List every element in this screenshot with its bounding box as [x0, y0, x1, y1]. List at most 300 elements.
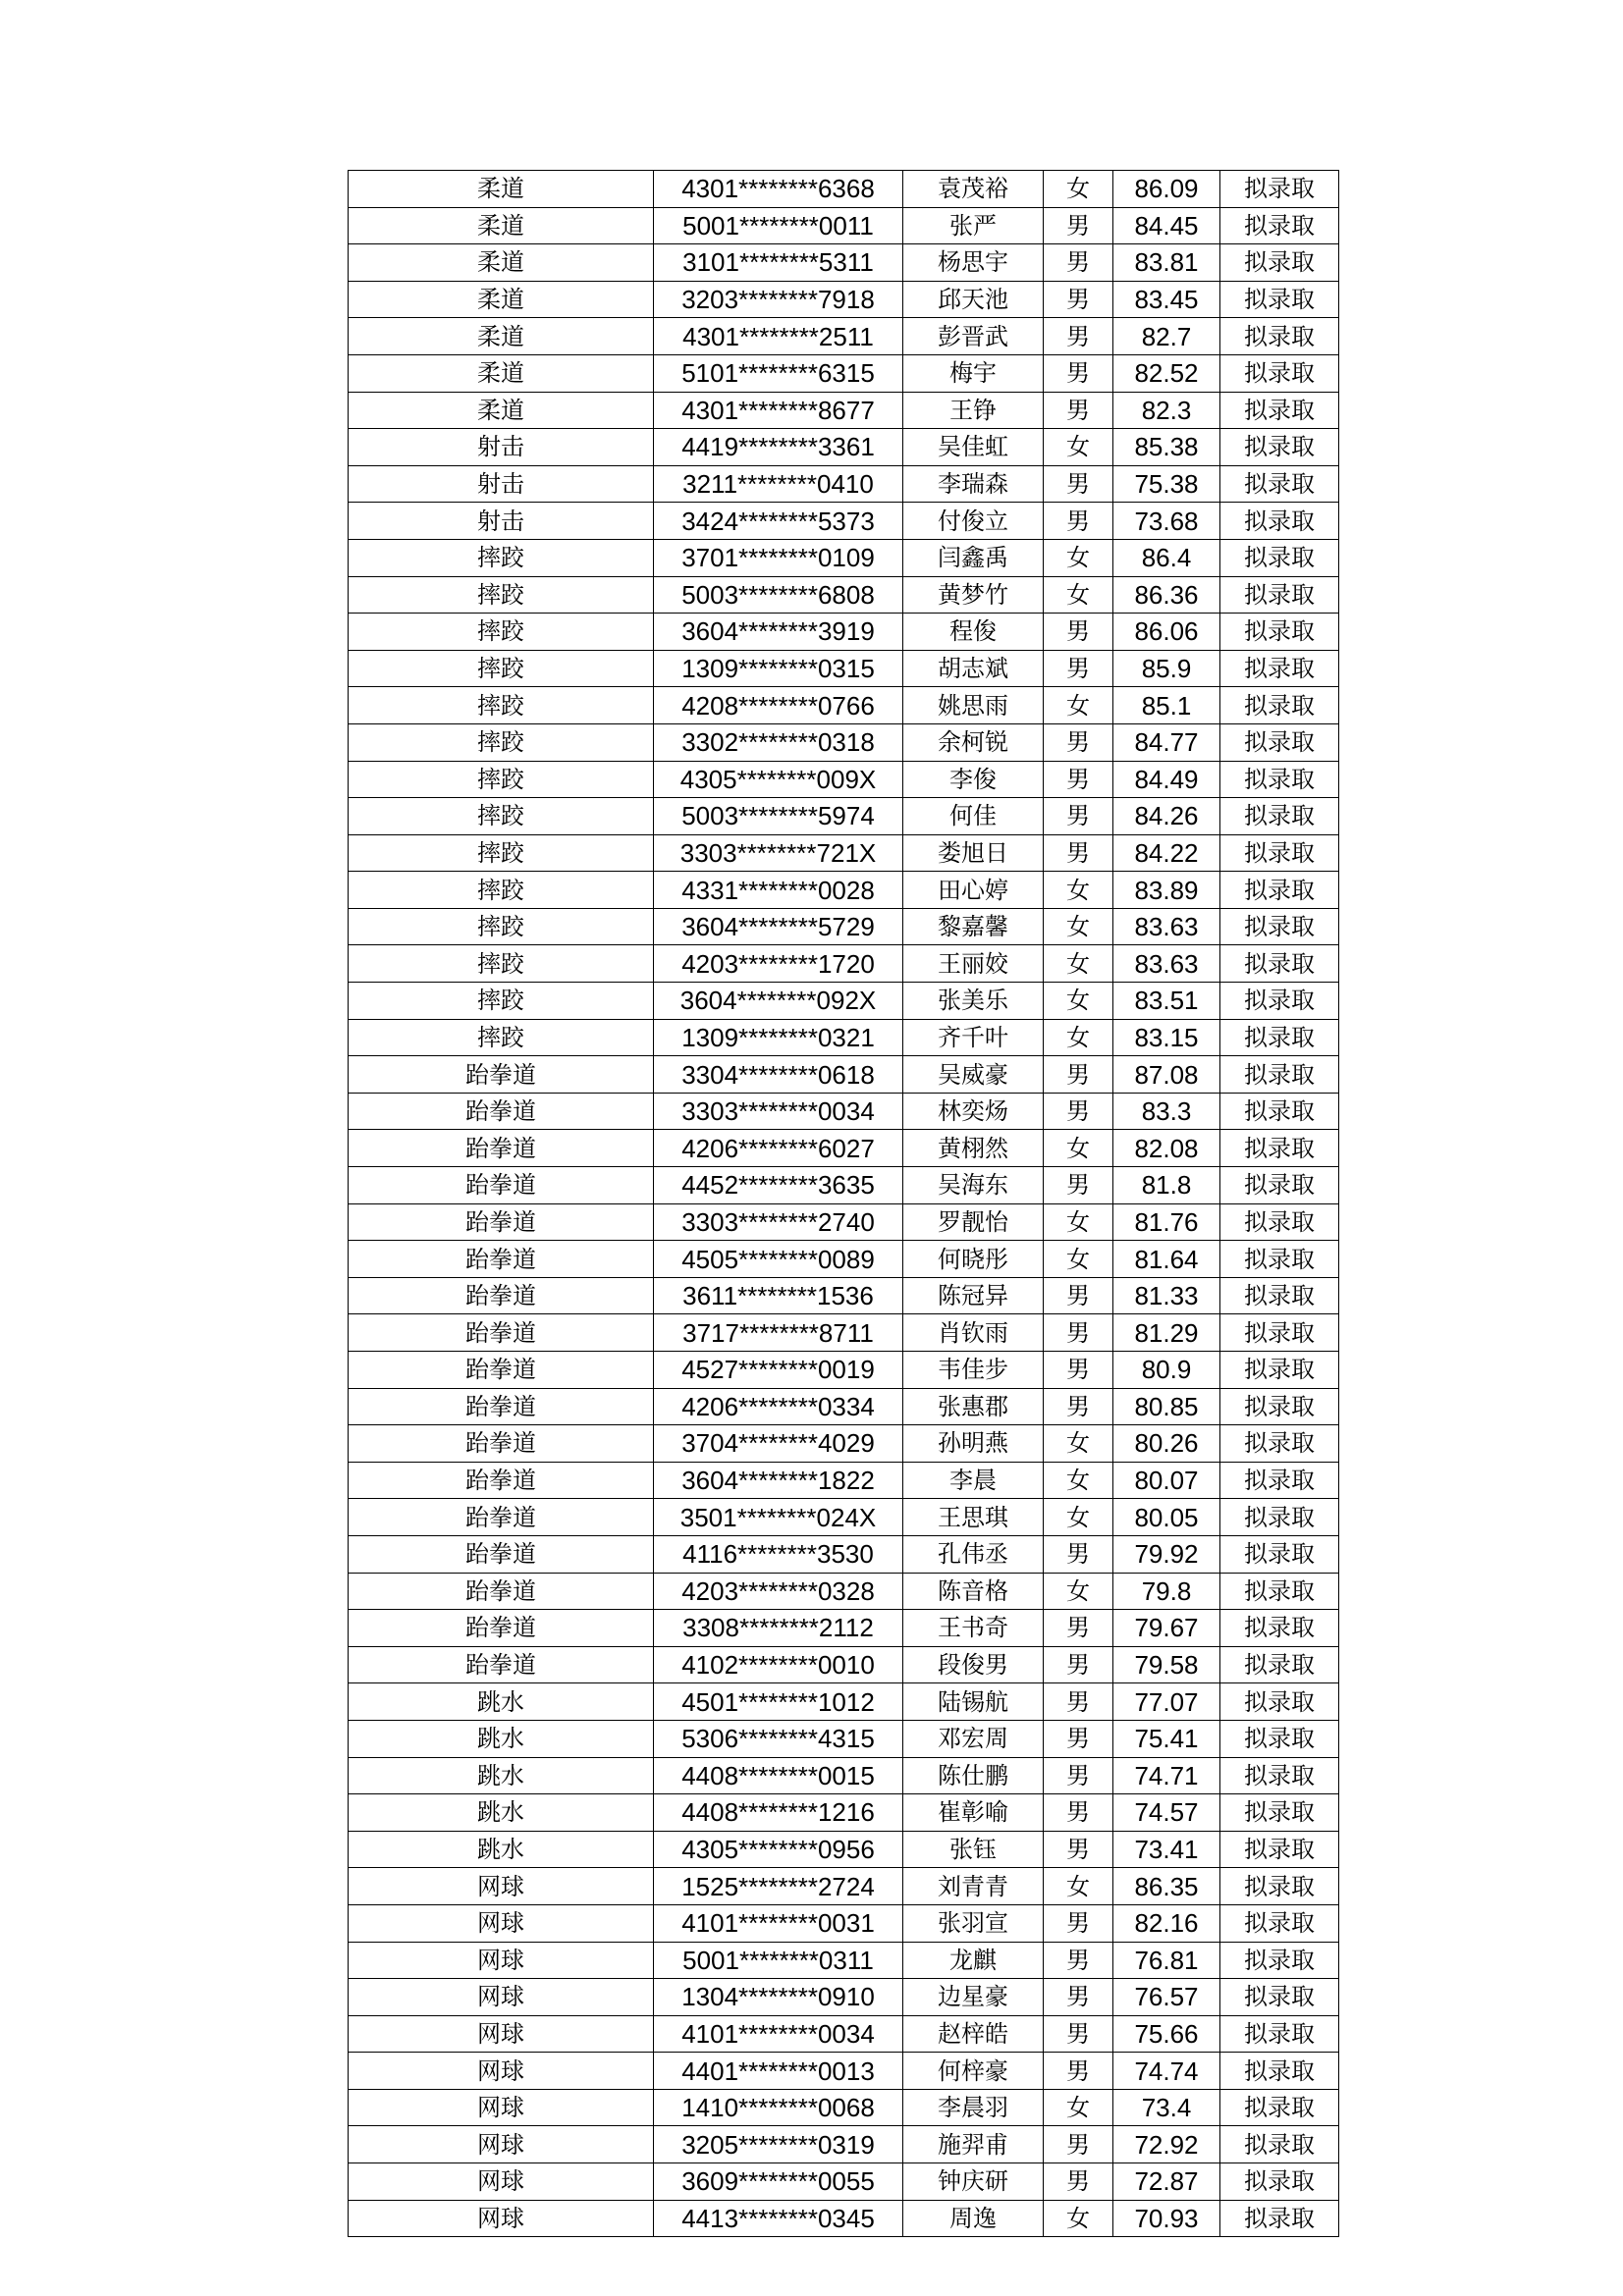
gender-cell: 男 — [1044, 354, 1113, 392]
sport-cell: 摔跤 — [349, 1019, 654, 1056]
name-cell: 陈仕鹏 — [903, 1757, 1044, 1794]
id-number-cell: 4452********3635 — [654, 1167, 903, 1204]
sport-cell: 柔道 — [349, 318, 654, 355]
score-cell: 80.85 — [1113, 1388, 1220, 1425]
score-cell: 81.64 — [1113, 1241, 1220, 1278]
sport-cell: 跳水 — [349, 1720, 654, 1757]
sport-cell: 网球 — [349, 2053, 654, 2090]
sport-cell: 摔跤 — [349, 983, 654, 1020]
sport-cell: 摔跤 — [349, 834, 654, 872]
gender-cell: 男 — [1044, 1093, 1113, 1130]
id-number-cell: 3604********1822 — [654, 1462, 903, 1499]
gender-cell: 男 — [1044, 244, 1113, 282]
gender-cell: 男 — [1044, 1646, 1113, 1683]
id-number-cell: 4102********0010 — [654, 1646, 903, 1683]
id-number-cell: 3424********5373 — [654, 503, 903, 540]
name-cell: 娄旭日 — [903, 834, 1044, 872]
id-number-cell: 1309********0315 — [654, 650, 903, 687]
score-cell: 79.58 — [1113, 1646, 1220, 1683]
score-cell: 87.08 — [1113, 1056, 1220, 1094]
name-cell: 王思琪 — [903, 1499, 1044, 1536]
sport-cell: 射击 — [349, 503, 654, 540]
table-row — [349, 650, 1339, 687]
table-row — [349, 2163, 1339, 2201]
score-cell: 81.29 — [1113, 1314, 1220, 1352]
name-cell: 黄栩然 — [903, 1130, 1044, 1167]
status-cell: 拟录取 — [1220, 392, 1339, 429]
table-row — [349, 1425, 1339, 1463]
id-number-cell: 3704********4029 — [654, 1425, 903, 1463]
name-cell: 何晓彤 — [903, 1241, 1044, 1278]
gender-cell: 女 — [1044, 1499, 1113, 1536]
table-row — [349, 1573, 1339, 1610]
table-row — [349, 318, 1339, 355]
gender-cell: 女 — [1044, 171, 1113, 208]
score-cell: 72.92 — [1113, 2126, 1220, 2163]
score-cell: 86.06 — [1113, 614, 1220, 651]
score-cell: 86.36 — [1113, 576, 1220, 614]
gender-cell: 女 — [1044, 1462, 1113, 1499]
id-number-cell: 1410********0068 — [654, 2089, 903, 2126]
sport-cell: 跆拳道 — [349, 1056, 654, 1094]
name-cell: 黎嘉馨 — [903, 908, 1044, 945]
gender-cell: 男 — [1044, 1277, 1113, 1314]
name-cell: 张严 — [903, 207, 1044, 244]
score-cell: 76.57 — [1113, 1979, 1220, 2016]
table-row — [349, 1203, 1339, 1241]
id-number-cell: 5001********0311 — [654, 1942, 903, 1979]
score-cell: 72.87 — [1113, 2163, 1220, 2201]
id-number-cell: 4101********0034 — [654, 2015, 903, 2053]
id-number-cell: 4408********0015 — [654, 1757, 903, 1794]
name-cell: 崔彰喻 — [903, 1794, 1044, 1832]
status-cell: 拟录取 — [1220, 1499, 1339, 1536]
name-cell: 程俊 — [903, 614, 1044, 651]
name-cell: 闫鑫禹 — [903, 539, 1044, 576]
score-cell: 84.45 — [1113, 207, 1220, 244]
sport-cell: 跆拳道 — [349, 1499, 654, 1536]
name-cell: 余柯锐 — [903, 723, 1044, 761]
gender-cell: 男 — [1044, 1942, 1113, 1979]
id-number-cell: 3303********0034 — [654, 1093, 903, 1130]
sport-cell: 跳水 — [349, 1794, 654, 1832]
table-row — [349, 723, 1339, 761]
table-row — [349, 1352, 1339, 1389]
table-row — [349, 1720, 1339, 1757]
sport-cell: 射击 — [349, 465, 654, 503]
score-cell: 82.16 — [1113, 1904, 1220, 1942]
score-cell: 82.7 — [1113, 318, 1220, 355]
gender-cell: 女 — [1044, 2089, 1113, 2126]
id-number-cell: 4305********009X — [654, 761, 903, 798]
status-cell: 拟录取 — [1220, 207, 1339, 244]
name-cell: 罗靓怡 — [903, 1203, 1044, 1241]
table-row — [349, 1646, 1339, 1683]
status-cell: 拟录取 — [1220, 983, 1339, 1020]
gender-cell: 男 — [1044, 1610, 1113, 1647]
table-row — [349, 945, 1339, 983]
id-number-cell: 3701********0109 — [654, 539, 903, 576]
gender-cell: 男 — [1044, 2126, 1113, 2163]
sport-cell: 跆拳道 — [349, 1425, 654, 1463]
id-number-cell: 1525********2724 — [654, 1868, 903, 1905]
sport-cell: 跳水 — [349, 1683, 654, 1721]
table-row — [349, 834, 1339, 872]
score-cell: 81.76 — [1113, 1203, 1220, 1241]
status-cell: 拟录取 — [1220, 503, 1339, 540]
table-row — [349, 1683, 1339, 1721]
score-cell: 75.41 — [1113, 1720, 1220, 1757]
score-cell: 75.38 — [1113, 465, 1220, 503]
sport-cell: 跆拳道 — [349, 1646, 654, 1683]
table-row — [349, 1130, 1339, 1167]
id-number-cell: 3604********5729 — [654, 908, 903, 945]
id-number-cell: 3303********2740 — [654, 1203, 903, 1241]
table-row — [349, 1167, 1339, 1204]
status-cell: 拟录取 — [1220, 1388, 1339, 1425]
status-cell: 拟录取 — [1220, 945, 1339, 983]
table-row — [349, 1868, 1339, 1905]
gender-cell: 男 — [1044, 1056, 1113, 1094]
id-number-cell: 4501********1012 — [654, 1683, 903, 1721]
status-cell: 拟录取 — [1220, 1462, 1339, 1499]
id-number-cell: 4301********8677 — [654, 392, 903, 429]
status-cell: 拟录取 — [1220, 1130, 1339, 1167]
status-cell: 拟录取 — [1220, 798, 1339, 835]
sport-cell: 跆拳道 — [349, 1277, 654, 1314]
table-row — [349, 171, 1339, 208]
name-cell: 孔伟丞 — [903, 1535, 1044, 1573]
table-row — [349, 2126, 1339, 2163]
status-cell: 拟录取 — [1220, 1019, 1339, 1056]
table-row — [349, 908, 1339, 945]
status-cell: 拟录取 — [1220, 1942, 1339, 1979]
status-cell: 拟录取 — [1220, 576, 1339, 614]
gender-cell: 男 — [1044, 2015, 1113, 2053]
id-number-cell: 1304********0910 — [654, 1979, 903, 2016]
table-row — [349, 1535, 1339, 1573]
gender-cell: 男 — [1044, 1535, 1113, 1573]
table-row — [349, 207, 1339, 244]
name-cell: 何梓豪 — [903, 2053, 1044, 2090]
id-number-cell: 4206********0334 — [654, 1388, 903, 1425]
status-cell: 拟录取 — [1220, 1979, 1339, 2016]
sport-cell: 网球 — [349, 1979, 654, 2016]
status-cell: 拟录取 — [1220, 1904, 1339, 1942]
table-row — [349, 1499, 1339, 1536]
gender-cell: 男 — [1044, 503, 1113, 540]
score-cell: 83.89 — [1113, 872, 1220, 909]
name-cell: 林奕炀 — [903, 1093, 1044, 1130]
score-cell: 73.41 — [1113, 1831, 1220, 1868]
table-row — [349, 1241, 1339, 1278]
sport-cell: 跆拳道 — [349, 1462, 654, 1499]
id-number-cell: 4301********6368 — [654, 171, 903, 208]
gender-cell: 男 — [1044, 1314, 1113, 1352]
status-cell: 拟录取 — [1220, 281, 1339, 318]
name-cell: 陆锡航 — [903, 1683, 1044, 1721]
table-row — [349, 1388, 1339, 1425]
sport-cell: 跆拳道 — [349, 1610, 654, 1647]
name-cell: 邱天池 — [903, 281, 1044, 318]
name-cell: 王丽姣 — [903, 945, 1044, 983]
table-row — [349, 872, 1339, 909]
id-number-cell: 3308********2112 — [654, 1610, 903, 1647]
table-row — [349, 1904, 1339, 1942]
score-cell: 82.52 — [1113, 354, 1220, 392]
sport-cell: 摔跤 — [349, 539, 654, 576]
score-cell: 80.05 — [1113, 1499, 1220, 1536]
name-cell: 钟庆研 — [903, 2163, 1044, 2201]
status-cell: 拟录取 — [1220, 1831, 1339, 1868]
name-cell: 边星豪 — [903, 1979, 1044, 2016]
gender-cell: 女 — [1044, 539, 1113, 576]
name-cell: 梅宇 — [903, 354, 1044, 392]
score-cell: 75.66 — [1113, 2015, 1220, 2053]
score-cell: 79.67 — [1113, 1610, 1220, 1647]
sport-cell: 跆拳道 — [349, 1130, 654, 1167]
name-cell: 韦佳步 — [903, 1352, 1044, 1389]
status-cell: 拟录取 — [1220, 614, 1339, 651]
gender-cell: 男 — [1044, 207, 1113, 244]
table-row — [349, 798, 1339, 835]
id-number-cell: 4206********6027 — [654, 1130, 903, 1167]
status-cell: 拟录取 — [1220, 1056, 1339, 1094]
admission-table — [348, 170, 1339, 2237]
table-row — [349, 2200, 1339, 2237]
gender-cell: 男 — [1044, 723, 1113, 761]
name-cell: 施羿甫 — [903, 2126, 1044, 2163]
name-cell: 胡志斌 — [903, 650, 1044, 687]
status-cell: 拟录取 — [1220, 1720, 1339, 1757]
gender-cell: 女 — [1044, 1425, 1113, 1463]
id-number-cell: 5003********5974 — [654, 798, 903, 835]
name-cell: 彭晋武 — [903, 318, 1044, 355]
id-number-cell: 4331********0028 — [654, 872, 903, 909]
status-cell: 拟录取 — [1220, 1683, 1339, 1721]
score-cell: 85.1 — [1113, 687, 1220, 724]
sport-cell: 柔道 — [349, 244, 654, 282]
sport-cell: 柔道 — [349, 392, 654, 429]
name-cell: 袁茂裕 — [903, 171, 1044, 208]
sport-cell: 摔跤 — [349, 908, 654, 945]
status-cell: 拟录取 — [1220, 908, 1339, 945]
id-number-cell: 3611********1536 — [654, 1277, 903, 1314]
table-row — [349, 614, 1339, 651]
id-number-cell: 4419********3361 — [654, 429, 903, 466]
name-cell: 田心婷 — [903, 872, 1044, 909]
score-cell: 83.51 — [1113, 983, 1220, 1020]
name-cell: 付俊立 — [903, 503, 1044, 540]
sport-cell: 跆拳道 — [349, 1388, 654, 1425]
gender-cell: 男 — [1044, 2053, 1113, 2090]
status-cell: 拟录取 — [1220, 1093, 1339, 1130]
id-number-cell: 4301********2511 — [654, 318, 903, 355]
sport-cell: 摔跤 — [349, 761, 654, 798]
gender-cell: 男 — [1044, 1683, 1113, 1721]
gender-cell: 男 — [1044, 1167, 1113, 1204]
score-cell: 83.45 — [1113, 281, 1220, 318]
gender-cell: 男 — [1044, 650, 1113, 687]
table-row — [349, 1757, 1339, 1794]
sport-cell: 跆拳道 — [349, 1314, 654, 1352]
sport-cell: 跆拳道 — [349, 1573, 654, 1610]
id-number-cell: 5306********4315 — [654, 1720, 903, 1757]
score-cell: 83.81 — [1113, 244, 1220, 282]
id-number-cell: 3101********5311 — [654, 244, 903, 282]
gender-cell: 女 — [1044, 1203, 1113, 1241]
table-body — [349, 171, 1339, 2237]
id-number-cell: 4505********0089 — [654, 1241, 903, 1278]
gender-cell: 男 — [1044, 1794, 1113, 1832]
gender-cell: 男 — [1044, 1388, 1113, 1425]
gender-cell: 女 — [1044, 1130, 1113, 1167]
gender-cell: 女 — [1044, 945, 1113, 983]
score-cell: 84.49 — [1113, 761, 1220, 798]
score-cell: 85.9 — [1113, 650, 1220, 687]
sport-cell: 网球 — [349, 2015, 654, 2053]
score-cell: 86.09 — [1113, 171, 1220, 208]
score-cell: 86.4 — [1113, 539, 1220, 576]
name-cell: 肖钦雨 — [903, 1314, 1044, 1352]
table-row — [349, 1610, 1339, 1647]
status-cell: 拟录取 — [1220, 539, 1339, 576]
name-cell: 何佳 — [903, 798, 1044, 835]
status-cell: 拟录取 — [1220, 1277, 1339, 1314]
gender-cell: 男 — [1044, 834, 1113, 872]
gender-cell: 男 — [1044, 1352, 1113, 1389]
table-row — [349, 503, 1339, 540]
gender-cell: 女 — [1044, 2200, 1113, 2237]
score-cell: 70.93 — [1113, 2200, 1220, 2237]
table-row — [349, 2015, 1339, 2053]
status-cell: 拟录取 — [1220, 834, 1339, 872]
status-cell: 拟录取 — [1220, 2053, 1339, 2090]
table-row — [349, 1277, 1339, 1314]
id-number-cell: 3211********0410 — [654, 465, 903, 503]
id-number-cell: 5003********6808 — [654, 576, 903, 614]
gender-cell: 男 — [1044, 1904, 1113, 1942]
status-cell: 拟录取 — [1220, 171, 1339, 208]
sport-cell: 跆拳道 — [349, 1203, 654, 1241]
table-row — [349, 392, 1339, 429]
id-number-cell: 3609********0055 — [654, 2163, 903, 2201]
score-cell: 74.57 — [1113, 1794, 1220, 1832]
score-cell: 83.63 — [1113, 908, 1220, 945]
status-cell: 拟录取 — [1220, 761, 1339, 798]
id-number-cell: 5101********6315 — [654, 354, 903, 392]
sport-cell: 柔道 — [349, 207, 654, 244]
name-cell: 龙麒 — [903, 1942, 1044, 1979]
table-row — [349, 1019, 1339, 1056]
id-number-cell: 3501********024X — [654, 1499, 903, 1536]
gender-cell: 男 — [1044, 281, 1113, 318]
score-cell: 83.3 — [1113, 1093, 1220, 1130]
id-number-cell: 3604********092X — [654, 983, 903, 1020]
table-row — [349, 1942, 1339, 1979]
sport-cell: 摔跤 — [349, 576, 654, 614]
name-cell: 孙明燕 — [903, 1425, 1044, 1463]
score-cell: 83.63 — [1113, 945, 1220, 983]
table-row — [349, 1314, 1339, 1352]
score-cell: 80.26 — [1113, 1425, 1220, 1463]
sport-cell: 跆拳道 — [349, 1535, 654, 1573]
sport-cell: 跆拳道 — [349, 1093, 654, 1130]
gender-cell: 女 — [1044, 687, 1113, 724]
status-cell: 拟录取 — [1220, 1646, 1339, 1683]
gender-cell: 男 — [1044, 1831, 1113, 1868]
id-number-cell: 4527********0019 — [654, 1352, 903, 1389]
id-number-cell: 4116********3530 — [654, 1535, 903, 1573]
gender-cell: 女 — [1044, 429, 1113, 466]
score-cell: 79.8 — [1113, 1573, 1220, 1610]
status-cell: 拟录取 — [1220, 723, 1339, 761]
status-cell: 拟录取 — [1220, 1535, 1339, 1573]
sport-cell: 摔跤 — [349, 650, 654, 687]
sport-cell: 网球 — [349, 2089, 654, 2126]
gender-cell: 女 — [1044, 908, 1113, 945]
table-row — [349, 983, 1339, 1020]
status-cell: 拟录取 — [1220, 1352, 1339, 1389]
sport-cell: 网球 — [349, 1868, 654, 1905]
status-cell: 拟录取 — [1220, 244, 1339, 282]
name-cell: 吴海东 — [903, 1167, 1044, 1204]
name-cell: 邓宏周 — [903, 1720, 1044, 1757]
status-cell: 拟录取 — [1220, 1241, 1339, 1278]
gender-cell: 女 — [1044, 983, 1113, 1020]
gender-cell: 男 — [1044, 761, 1113, 798]
gender-cell: 女 — [1044, 1019, 1113, 1056]
table-row — [349, 429, 1339, 466]
name-cell: 李晨 — [903, 1462, 1044, 1499]
score-cell: 74.74 — [1113, 2053, 1220, 2090]
sport-cell: 柔道 — [349, 354, 654, 392]
status-cell: 拟录取 — [1220, 1868, 1339, 1905]
status-cell: 拟录取 — [1220, 465, 1339, 503]
table-row — [349, 761, 1339, 798]
status-cell: 拟录取 — [1220, 2015, 1339, 2053]
score-cell: 85.38 — [1113, 429, 1220, 466]
name-cell: 王铮 — [903, 392, 1044, 429]
status-cell: 拟录取 — [1220, 2200, 1339, 2237]
gender-cell: 男 — [1044, 1720, 1113, 1757]
sport-cell: 摔跤 — [349, 872, 654, 909]
name-cell: 张惠郡 — [903, 1388, 1044, 1425]
name-cell: 李晨羽 — [903, 2089, 1044, 2126]
score-cell: 81.8 — [1113, 1167, 1220, 1204]
name-cell: 张美乐 — [903, 983, 1044, 1020]
name-cell: 杨思宇 — [903, 244, 1044, 282]
name-cell: 张羽宣 — [903, 1904, 1044, 1942]
id-number-cell: 3604********3919 — [654, 614, 903, 651]
sport-cell: 跳水 — [349, 1757, 654, 1794]
sport-cell: 跳水 — [349, 1831, 654, 1868]
score-cell: 83.15 — [1113, 1019, 1220, 1056]
name-cell: 赵梓皓 — [903, 2015, 1044, 2053]
status-cell: 拟录取 — [1220, 429, 1339, 466]
id-number-cell: 4413********0345 — [654, 2200, 903, 2237]
status-cell: 拟录取 — [1220, 687, 1339, 724]
sport-cell: 网球 — [349, 1904, 654, 1942]
sport-cell: 摔跤 — [349, 723, 654, 761]
sport-cell: 柔道 — [349, 171, 654, 208]
status-cell: 拟录取 — [1220, 1314, 1339, 1352]
score-cell: 84.77 — [1113, 723, 1220, 761]
gender-cell: 女 — [1044, 1868, 1113, 1905]
table-row — [349, 1979, 1339, 2016]
status-cell: 拟录取 — [1220, 1167, 1339, 1204]
gender-cell: 女 — [1044, 576, 1113, 614]
